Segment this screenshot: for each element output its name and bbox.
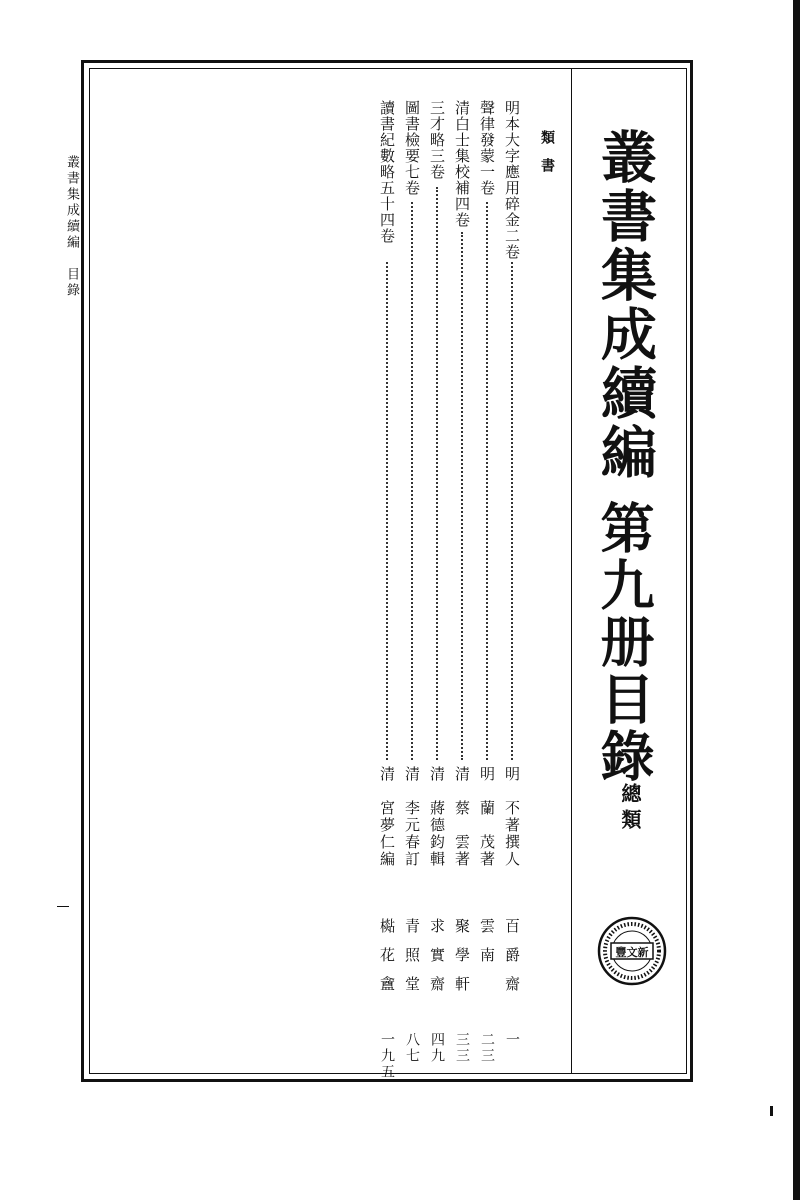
entry-title: 圖書檢要七卷: [403, 100, 421, 196]
entry-author: 清 宮夢仁編: [378, 766, 396, 868]
entry-author: 清 李元春訂: [403, 766, 421, 868]
entry-title: 清白士集校補四卷: [453, 100, 471, 228]
entry-page: 三三: [454, 1032, 470, 1064]
entry-title: 明本大字應用碎金二卷: [503, 100, 521, 260]
section-heading: 類書: [539, 130, 555, 186]
dot-leader: [486, 202, 488, 760]
publisher-seal-icon: [597, 916, 667, 986]
entry-page: 四九: [429, 1032, 445, 1064]
seal-text: 豐文新: [615, 946, 649, 959]
entry-edition: 青照堂: [403, 918, 421, 1005]
page-edge-shadow: [793, 0, 800, 1200]
scan-speck: [770, 1106, 773, 1116]
entry-edition: 百爵齋: [503, 918, 521, 1005]
entry-page: 一: [504, 1032, 520, 1048]
title-divider-line: [571, 68, 572, 1074]
entry-page: 一九五: [379, 1032, 395, 1080]
entry-author: 清 蔣德鈞輯: [428, 766, 446, 868]
series-title: 叢書集成續編: [592, 128, 658, 482]
entry-page: 八七: [404, 1032, 420, 1064]
entry-edition: 聚學軒: [453, 918, 471, 1005]
running-header: 叢書集成續編 目錄: [64, 155, 79, 299]
entry-edition: 求實齋: [428, 918, 446, 1005]
folio-mark: [57, 906, 69, 907]
entry-page: 二三: [479, 1032, 495, 1064]
dot-leader: [411, 202, 413, 760]
category-label: 總類: [618, 783, 642, 835]
entry-author: 明 蘭 茂著: [478, 766, 496, 868]
dot-leader: [461, 232, 463, 760]
entry-title: 三才略三卷: [428, 100, 446, 180]
dot-leader: [386, 262, 388, 760]
volume-title: 第九册目錄: [592, 500, 656, 785]
entry-author: 清 蔡 雲著: [453, 766, 471, 868]
entry-author: 明 不著撰人: [503, 766, 521, 868]
entry-title: 讀書紀數略五十四卷: [378, 100, 396, 244]
dot-leader: [511, 262, 513, 760]
entry-title: 聲律發蒙一卷: [478, 100, 496, 196]
entry-edition: 檆花盦: [378, 918, 396, 1005]
entry-edition: 雲南: [478, 918, 496, 976]
dot-leader: [436, 187, 438, 760]
